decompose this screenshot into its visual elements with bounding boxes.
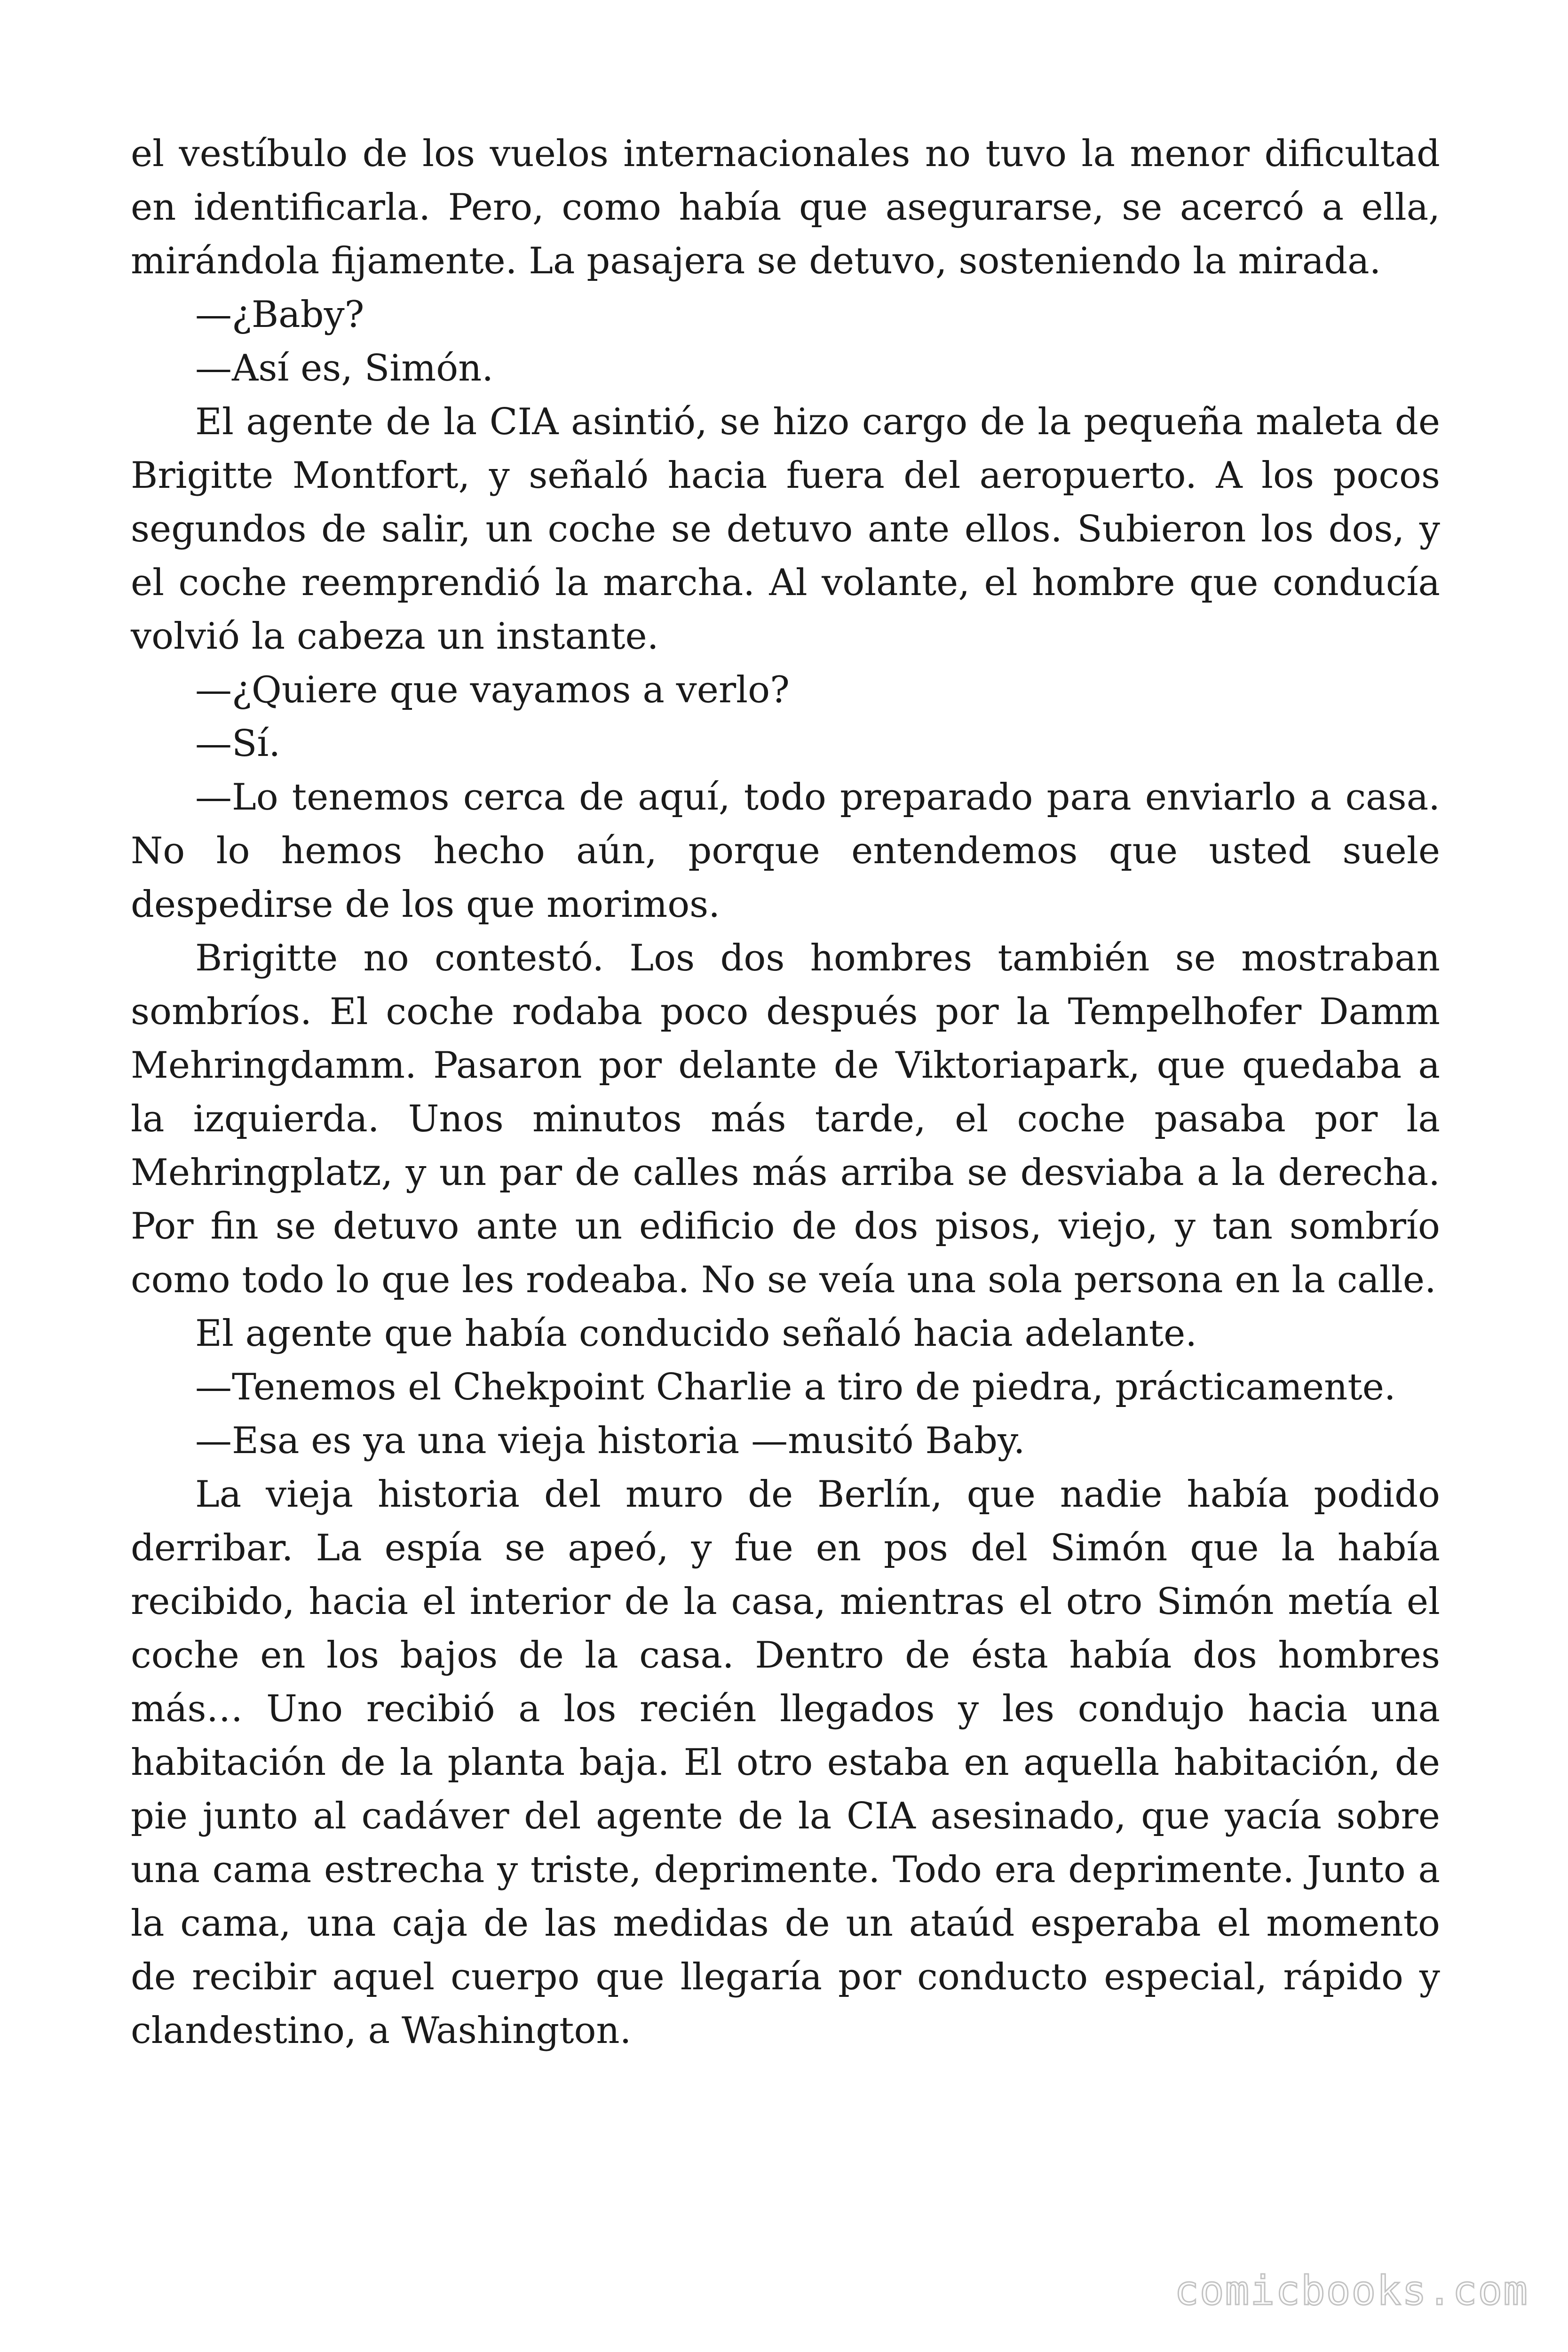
- paragraph: el vestíbulo de los vuelos internacionales no tuvo la menor dificultad en identificarla. Pero, como había que asegurarse, se acercó a ella, mirándola fijamente. La pasajera se detuvo, sosteniendo la mirada.: [131, 133, 1440, 282]
- paragraph: —¿Baby?: [195, 294, 364, 336]
- paragraph: —Sí.: [195, 723, 281, 765]
- paragraph: —Tenemos el Chekpoint Charlie a tiro de piedra, prácticamente.: [195, 1366, 1396, 1408]
- paragraph: —Esa es ya una vieja historia —musitó Baby.: [195, 1420, 1025, 1462]
- paragraph: El agente de la CIA asintió, se hizo cargo de la pequeña maleta de Brigitte Montfort, y señaló hacia fuera del aeropuerto. A los pocos segundos de salir, un coche se detuvo ante ellos. Subieron los dos, y el coche reemprendió la marcha. Al volante, el hombre que conducía volvió la cabeza un instante.: [131, 401, 1440, 658]
- paragraph: El agente que había conducido señaló hacia adelante.: [195, 1312, 1197, 1355]
- paragraph: Brigitte no contestó. Los dos hombres también se mostraban sombríos. El coche rodaba poco después por la Tempelhofer Damm Mehringdamm. Pasaron por delante de Viktoriapark, que quedaba a la izquierda. Unos minutos más tarde, el coche pasaba por la Mehringplatz, y un par de calles más arriba se desviaba a la derecha. Por fin se detuvo ante un edificio de dos pisos, viejo, y tan sombrío como todo lo que les rodeaba. No se veía una sola persona en la calle.: [131, 937, 1440, 1301]
- paragraph: La vieja historia del muro de Berlín, que nadie había podido derribar. La espía se apeó, y fue en pos del Simón que la había recibido, hacia el interior de la casa, mientras el otro Simón metía el coche en los bajos de la casa. Dentro de ésta había dos hombres más… Uno recibió a los recién llegados y les condujo hacia una habitación de la planta baja. El otro estaba en aquella habitación, de pie junto al cadáver del agente de la CIA asesinado, que yacía sobre una cama estrecha y triste, deprimente. Todo era deprimente. Junto a la cama, una caja de las medidas de un ataúd esperaba el momento de recibir aquel cuerpo que llegaría por conducto especial, rápido y clandestino, a Washington.: [131, 1473, 1440, 2052]
- paragraph: —Lo tenemos cerca de aquí, todo preparado para enviarlo a casa. No lo hemos hecho aún, porque entendemos que usted suele despedirse de los que morimos.: [131, 776, 1440, 926]
- paragraph: —Así es, Simón.: [195, 347, 494, 389]
- paragraph: —¿Quiere que vayamos a verlo?: [195, 669, 790, 711]
- body-text: [131, 127, 1440, 2058]
- watermark: comicbooks.com: [1174, 2267, 1528, 2314]
